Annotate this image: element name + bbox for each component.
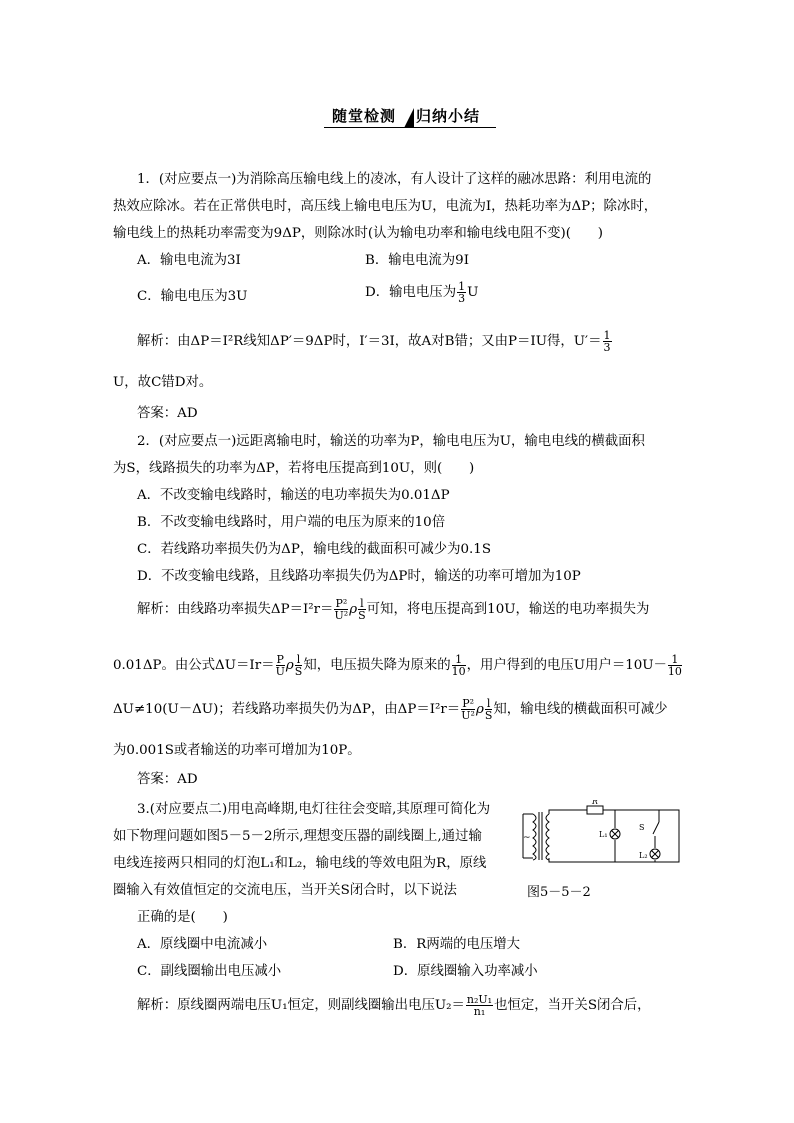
circuit-diagram xyxy=(519,800,683,872)
label-s: S xyxy=(639,823,645,832)
q2-option-b: B．不改变输电线路时，用户端的电压为原来的10倍 xyxy=(137,515,446,530)
switch-icon xyxy=(653,822,659,834)
q1-option-b: B．输电电流为9I xyxy=(365,253,469,268)
q3-line-2: 如下物理问题如图5－5－2所示,理想变压器的副线圈上,通过输 xyxy=(113,829,482,844)
q3-option-b: B．R两端的电压增大 xyxy=(393,937,521,952)
q2-line-1: 2．(对应要点一)远距离输电时，输送的功率为P，输电电压为U，输电电线的横截面积 xyxy=(137,434,645,449)
q2-answer: 答案：AD xyxy=(137,772,198,787)
fraction: $\frac{\text{n₂U₁}}{\text{n₁}}$ xyxy=(466,993,493,1018)
q1-line-3: 输电线上的热耗功率需变为9ΔP，则除冰时(认为输电功率和输电线电阻不变)( ) xyxy=(113,226,603,241)
q2-solution-2: 0.01ΔP。由公式ΔU＝Ir＝ $\frac{P}{U}$ ρ $\frac{l}{S}$ 知，电压损失降为原来的 $\frac{1}{10}$ ，用户得到的电压U用户＝10U－ $\frac{1}{10}$ xyxy=(113,653,682,678)
q3-option-d: D．原线圈输入功率减小 xyxy=(393,964,538,979)
q1-solution-2: U，故C错D对。 xyxy=(113,375,213,390)
q1-option-c: C．输电电压为3U xyxy=(137,289,248,304)
q1-solution-1: 解析：由ΔP＝I²R线知ΔP′＝9ΔP时，I′＝3I，故A对B错；又由P＝IU得，U′＝ $\frac{1}{3}$ xyxy=(137,329,611,354)
q1-line-2: 热效应除冰。若在正常供电时，高压线上输电电压为U，电流为I，热耗功率为ΔP；除冰时， xyxy=(113,199,658,214)
header-title-left: 随堂检测 xyxy=(332,107,397,125)
q1-line-1: 1．(对应要点一)为消除高压输电线上的凌冰，有人设计了这样的融冰思路：利用电流的 xyxy=(137,172,652,187)
label-l2: L₂ xyxy=(639,851,648,860)
section-header xyxy=(324,104,496,128)
header-underline xyxy=(324,127,496,128)
label-r: R xyxy=(592,800,599,806)
header-triangle-decoration xyxy=(404,108,414,128)
q1-answer: 答案：AD xyxy=(137,406,198,421)
fraction: $\frac{1}{3}$ xyxy=(603,329,611,354)
figure-caption: 图5－5－2 xyxy=(527,885,591,900)
resistor-icon xyxy=(587,806,603,814)
q1-option-d: D．输电电压为 $\frac{1}{3}$ U xyxy=(365,280,479,305)
fraction: $\frac{\text{P²}}{\text{U²}}$ xyxy=(334,597,349,622)
primary-coil-icon xyxy=(533,814,536,860)
ac-source-icon: ~ xyxy=(523,833,531,843)
secondary-coil-icon xyxy=(546,814,549,860)
fraction: $\frac{1}{10}$ xyxy=(451,653,466,678)
q3-option-a: A．原线圈中电流减小 xyxy=(137,937,268,952)
fraction: $\frac{\text{P²}}{\text{U²}}$ xyxy=(461,697,475,722)
fraction: $\frac{l}{S}$ xyxy=(294,653,303,678)
header-title-right: 归纳小结 xyxy=(416,107,481,125)
fraction: $\frac{1}{3}$ xyxy=(458,280,466,305)
q3-line-1: 3.(对应要点二)用电高峰期,电灯往往会变暗,其原理可简化为 xyxy=(137,802,491,817)
label-l1: L₁ xyxy=(599,830,608,839)
q2-line-2: 为S，线路损失的功率为ΔP，若将电压提高到10U，则( ) xyxy=(113,461,475,476)
q2-option-d: D．不改变输电线路，且线路功率损失仍为ΔP时，输送的功率可增加为10P xyxy=(137,569,581,584)
q3-solution-1: 解析：原线圈两端电压U₁恒定，则副线圈输出电压U₂＝ $\frac{\text{n₂U₁}}{\text{n₁}}$ 也恒定，当开关S闭合后， xyxy=(137,993,651,1018)
q1-option-a: A．输电电流为3I xyxy=(137,253,241,268)
fraction: $\frac{l}{S}$ xyxy=(484,697,493,722)
q2-solution-1: 解析：由线路功率损失ΔP＝I²r＝ $\frac{\text{P²}}{\text{U²}}$ ρ $\frac{l}{S}$ 可知，将电压提高到10U，输送的电功率损失为 xyxy=(137,597,650,622)
fraction: $\frac{1}{10}$ xyxy=(667,653,682,678)
q2-option-c: C．若线路功率损失仍为ΔP，输电线的截面积可减少为0.1S xyxy=(137,542,491,557)
fraction: $\frac{l}{S}$ xyxy=(358,597,366,622)
q2-solution-4: 为0.001S或者输送的功率可增加为10P。 xyxy=(113,743,361,758)
q3-line-5: 正确的是( ) xyxy=(137,910,228,925)
q2-option-a: A．不改变输电线路时，输送的电功率损失为0.01ΔP xyxy=(137,488,450,503)
fraction: $\frac{P}{U}$ xyxy=(275,653,285,678)
q3-line-4: 圈输入有效值恒定的交流电压，当开关S闭合时，以下说法 xyxy=(113,883,457,898)
q2-solution-3: ΔU≠10(U－ΔU)；若线路功率损失仍为ΔP，由ΔP＝I²r＝ $\frac{\text{P²}}{\text{U²}}$ ρ $\frac{l}{S}$ 知，输电线的横截面积可减少 xyxy=(113,697,668,722)
q3-line-3: 电线连接两只相同的灯泡L₁和L₂，输电线的等效电阻为R，原线 xyxy=(113,856,487,871)
q3-option-c: C．副线圈输出电压减小 xyxy=(137,964,282,979)
